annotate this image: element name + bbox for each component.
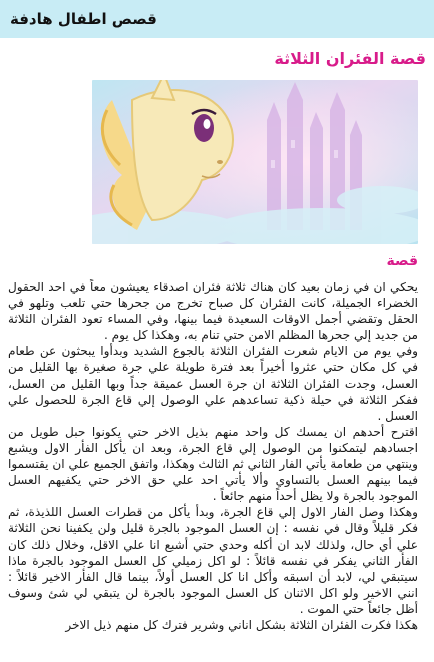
story-image — [92, 80, 418, 244]
pony-castle-illustration — [92, 80, 418, 244]
story-paragraph: وفي يوم من الايام شعرت الفئران الثلاثة بالجوع الشديد وبدأوا يبحثون عن طعام في كل مكان حتي عثروا أخيراً بعد فترة طويلة علي جرة صغيرة بها القليل من العسل، وجدت الفئران الثلاثة ان جرة العسل عميقة جداً وبها القليل من العسل، ففكر الثلاثة في حيلة ذكية تساعدهم علي الوصول إلي قاع الجرة للحصول علي العسل . — [8, 344, 418, 423]
story-title: قصة الفئران الثلاثة — [274, 49, 426, 68]
story-paragraph: وهكذا وصل الفار الاول إلي قاع الجرة، وبدأ يأكل من قطرات العسل اللذيذة، ثم فكر قليلاً وقال في نفسه : إن العسل الموجود بالجرة قليل ولن يكفينا نحن الثلاثة علي أي حال، ولذلك لابد ان أكله وحدي حتي أشبع انا علي الاقل، وخلال ذلك كان الفأر الثاني يفكر في نفسه قائلاً : لو اكل زميلي كل العسل الموجود بالجرة ماذا سيتبقي لي، لابد أن اسبقه وأكل انا كل العسل أولاً، بينما قال الفأر الاخير قائلاً : انني الاخير ولو اكل الاثنان كل العسل الموجود بالجرة لن يتبقي لي شئ وسوف أظل جائعاً حتي الموت . — [8, 505, 418, 616]
story-paragraph: اقترح أحدهم ان يمسك كل واحد منهم بذيل الاخر حتي يكونوا حبل طويل من اجسادهم ليتمكنوا من الوصول إلي قاع الجرة، وبعد ان يأكل الفأر الاول ويشبع وينتهي من طعامة يأتي الفار الثاني ثم الثالث وهكذا، واتفق الجميع علي ان يقتسموا فيما بينهم العسل بالتساوي وألا يأتي احد علي حق الاخر حتي يكفيهم العسل الموجود بالجرة ولا يظل أحداً منهم جائعاً . — [8, 424, 418, 504]
story-paragraph: هكذا فكرت الفئران الثلاثة بشكل اناني وشرير فترك كل منهم ذيل الاخر — [65, 617, 418, 632]
app-bar — [0, 0, 434, 38]
app-title: قصص اطفال هادفة — [10, 10, 157, 28]
section-heading: قصة — [386, 253, 418, 269]
story-body — [8, 279, 418, 662]
story-paragraph: يحكي ان في زمان بعيد كان هناك ثلاثة فئران اصدقاء يعيشون معاً في احد الحقول الخضراء الجميلة، كانت الفئران كل صباح تخرج من جحرها حتي تلعب وتلهو في الحقل وتقضي أجمل الاوقات السعيدة فيما بينها، وفي المساء تعود الفئران الثلاثة من جديد إلي جحرها المظلم الامن حتي تنام به، وهكذا كل يوم . — [8, 280, 418, 343]
